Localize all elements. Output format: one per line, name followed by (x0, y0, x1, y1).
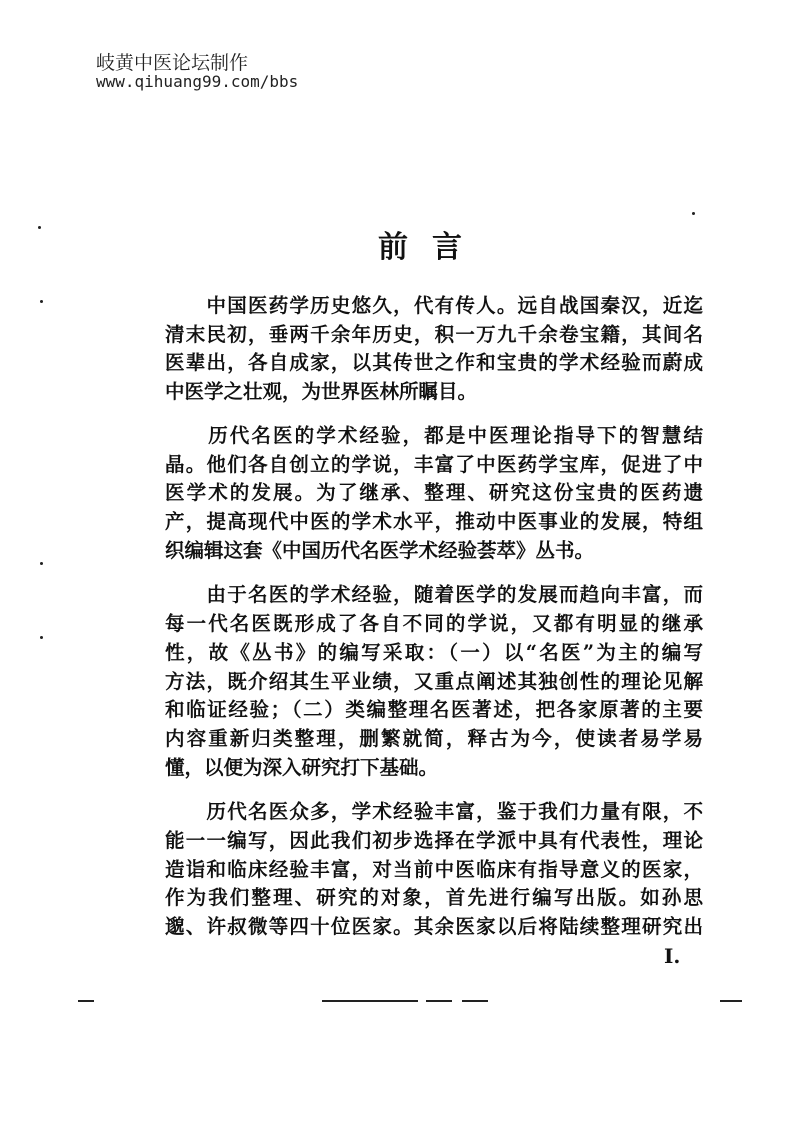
text-line: 中国医药学历史悠久，代有传人。远自战国秦汉，近迄 (165, 294, 703, 317)
scan-rule (720, 1000, 742, 1002)
page-title: 前言 (378, 230, 486, 265)
text-line: 造诣和临床经验丰富，对当前中医临床有指导意义的医家， (165, 858, 703, 881)
text-line: 方法，既介绍其生平业绩，又重点阐述其独创性的理论见解 (165, 670, 703, 693)
text-line: 历代名医众多，学术经验丰富，鉴于我们力量有限，不 (165, 800, 703, 823)
text-line: 医学术的发展。为了继承、整理、研究这份宝贵的医药遗 (165, 481, 703, 504)
scan-rule (78, 1000, 94, 1002)
scan-rule (426, 1000, 452, 1002)
text-line: 作为我们整理、研究的对象，首先进行编写出版。如孙思 (165, 886, 703, 909)
scan-speck (40, 562, 43, 565)
text-line: 能一一编写，因此我们初步选择在学派中具有代表性，理论 (165, 829, 703, 852)
watermark-title: 岐黄中医论坛制作 (96, 52, 249, 74)
text-line: 产，提高现代中医的学术水平，推动中医事业的发展，特组 (165, 510, 703, 533)
watermark-url: www.qihuang99.com/bbs (96, 72, 299, 91)
text-line: 和临证经验；（二）类编整理名医著述，把各家原著的主要 (165, 698, 703, 721)
scan-rule (322, 1000, 418, 1002)
scan-speck (38, 226, 41, 229)
scan-speck (692, 212, 695, 215)
text-line: 每一代名医既形成了各自不同的学说，又都有明显的继承 (165, 612, 703, 635)
text-line: 性，故《丛书》的编写采取：（一）以“名医”为主的编写 (165, 641, 703, 664)
text-line: 由于名医的学术经验，随着医学的发展而趋向丰富，而 (165, 583, 703, 606)
page-number: I. (664, 944, 681, 968)
scan-speck (40, 300, 43, 303)
text-line: 清末民初，垂两千余年历史，积一万九千余卷宝籍，其间名 (165, 323, 703, 346)
text-line: 医辈出，各自成家，以其传世之作和宝贵的学术经验而蔚成 (165, 351, 703, 374)
text-line: 邈、许叔微等四十位医家。其余医家以后将陆续整理研究出 (165, 915, 703, 938)
text-line: 懂，以便为深入研究打下基础。 (165, 756, 439, 779)
text-line: 历代名医的学术经验，都是中医理论指导下的智慧结 (165, 424, 703, 447)
scan-speck (40, 636, 43, 639)
text-line: 内容重新归类整理，删繁就简，释古为今，使读者易学易 (165, 727, 703, 750)
text-line: 织编辑这套《中国历代名医学术经验荟萃》丛书。 (165, 539, 595, 562)
text-line: 晶。他们各自创立的学说，丰富了中医药学宝库，促进了中 (165, 453, 703, 476)
text-line: 中医学之壮观，为世界医林所瞩目。 (165, 380, 478, 403)
scan-rule (462, 1000, 488, 1002)
